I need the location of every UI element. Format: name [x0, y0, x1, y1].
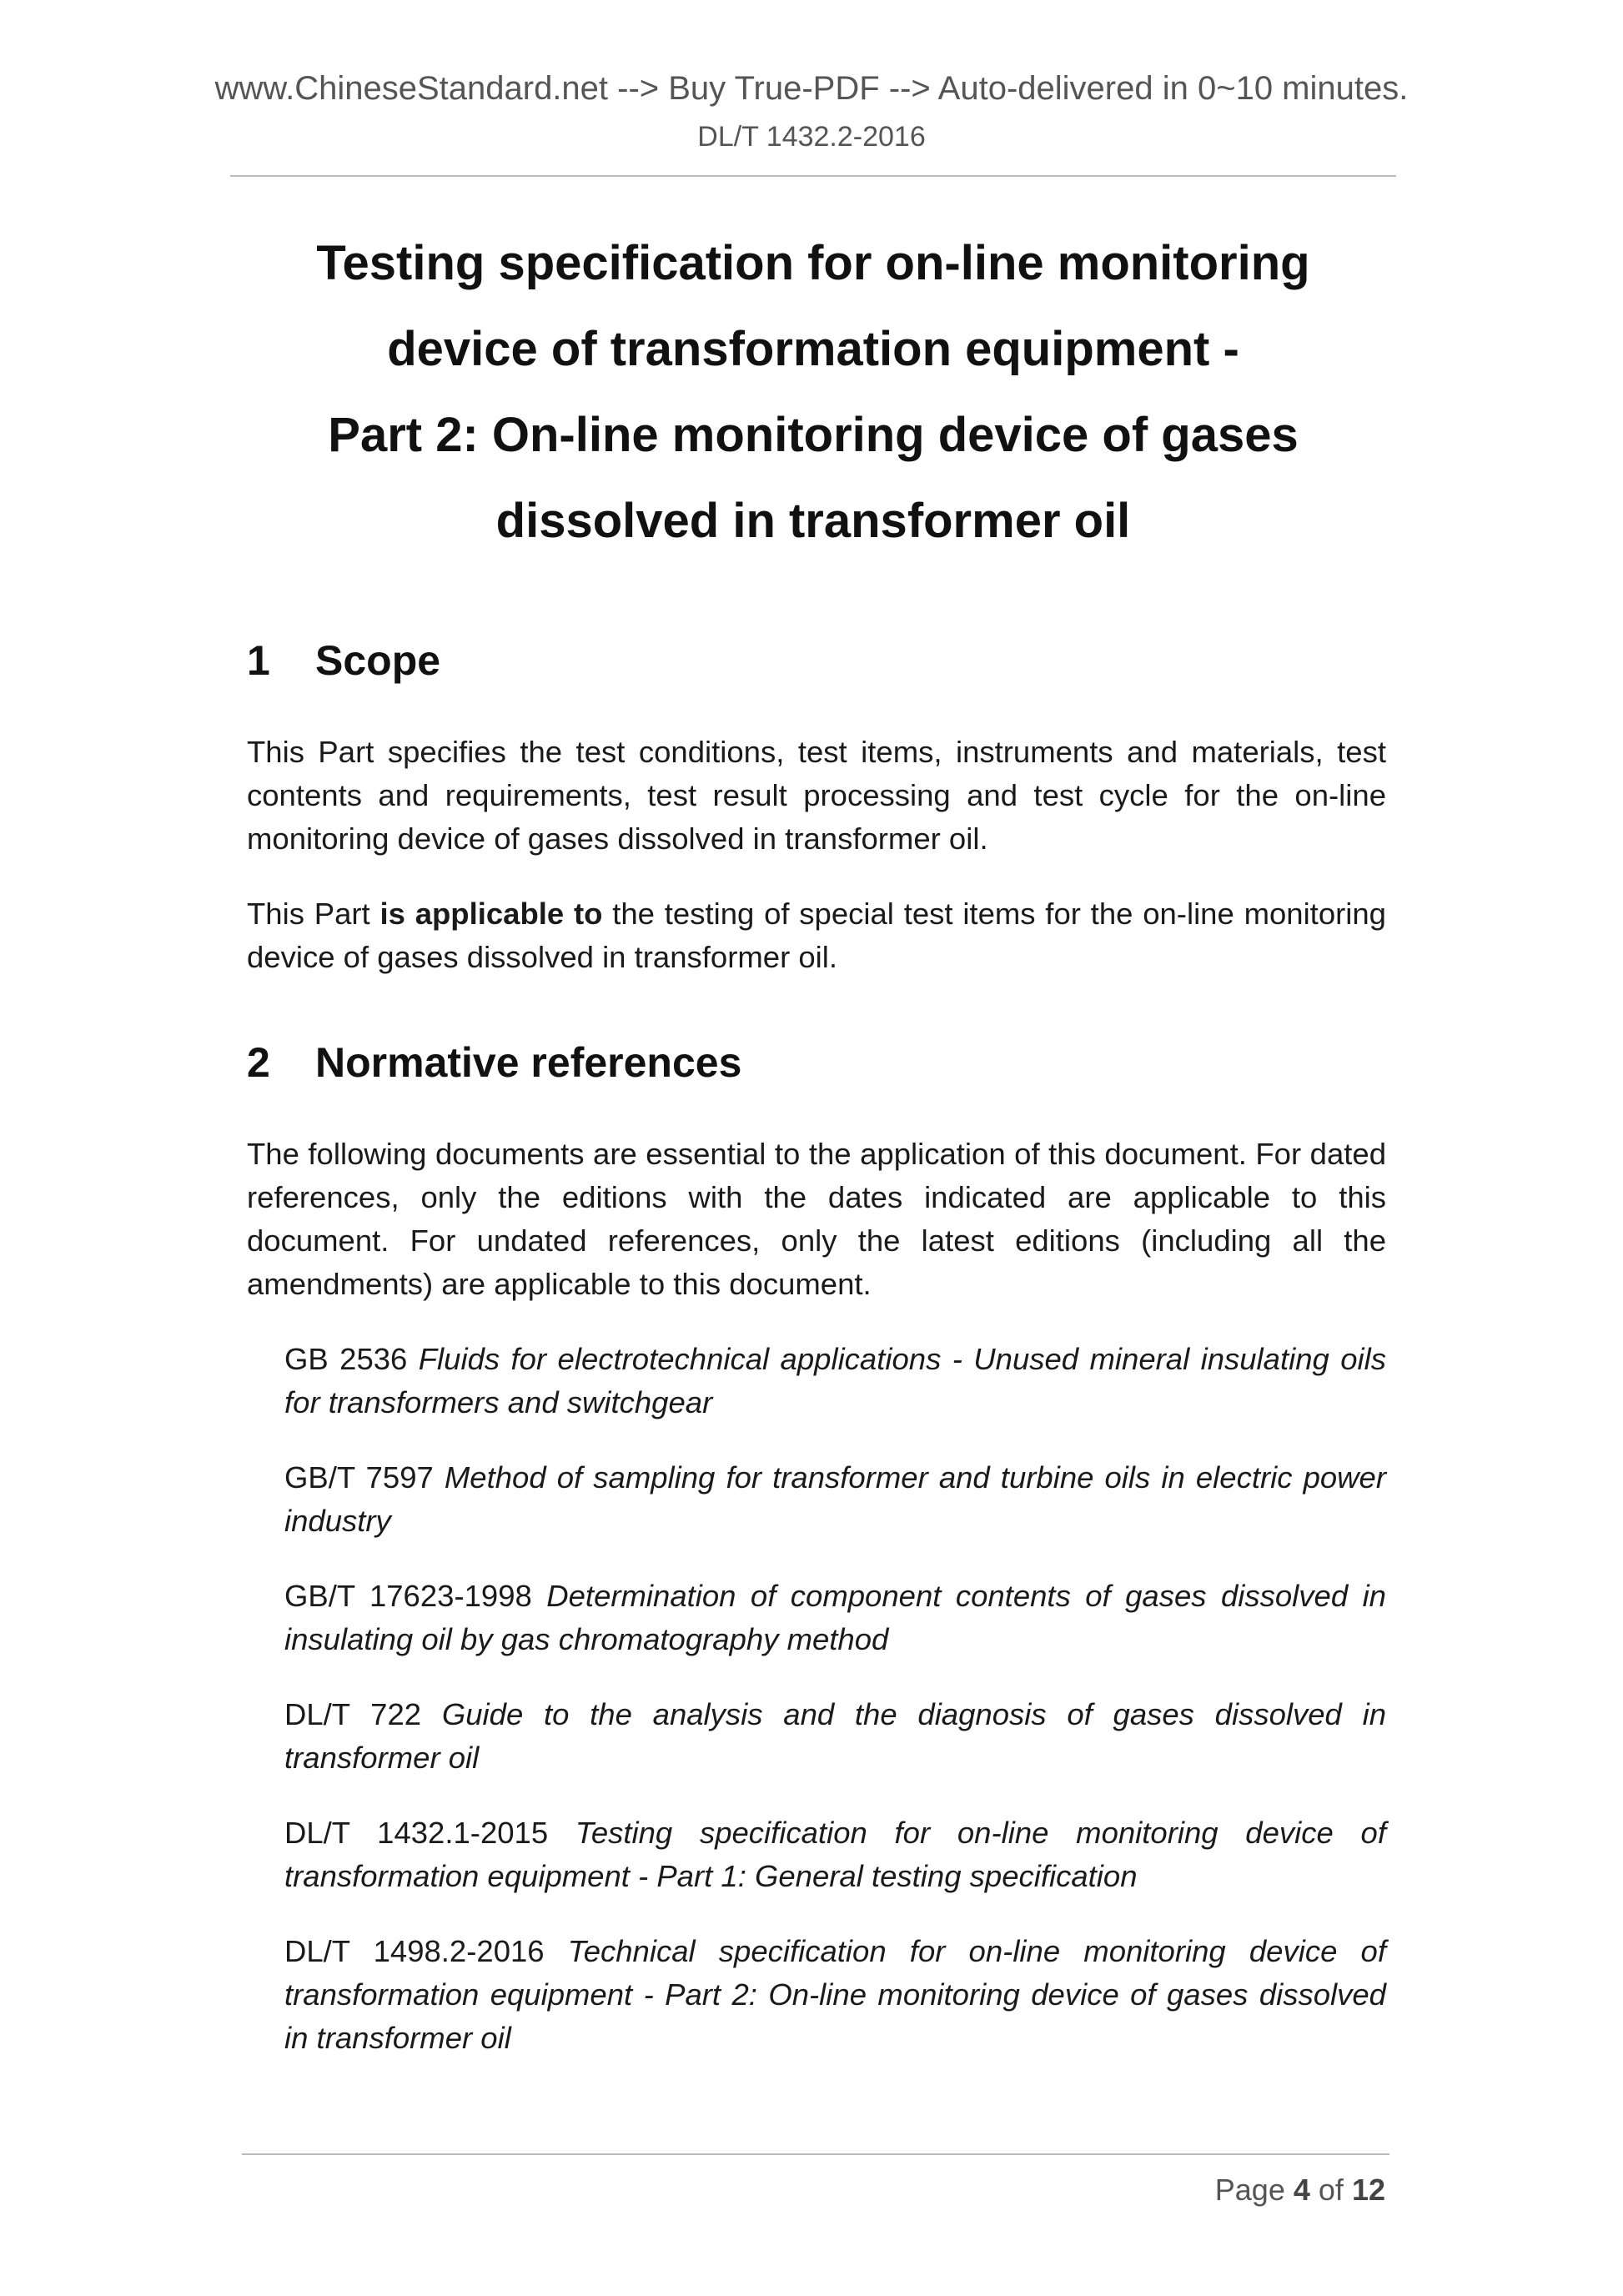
- section-title: Normative references: [315, 1039, 742, 1086]
- title-line: dissolved in transformer oil: [495, 494, 1131, 548]
- applicability-paragraph: [247, 892, 1386, 979]
- applicability-text-end: the testing of special test items for the on-line monitoring device of gases dissolved in transformer oil.: [247, 897, 1386, 974]
- reference-code: GB/T 7597: [284, 1460, 434, 1495]
- reference-item: [284, 1811, 1386, 1898]
- footer-divider: [242, 2153, 1389, 2155]
- page-label: Page: [1214, 2173, 1285, 2207]
- section-number: 1: [247, 637, 270, 684]
- section-heading-normative-references: [247, 1036, 1386, 1089]
- document-title: [230, 220, 1396, 564]
- reference-code: DL/T 722: [284, 1697, 422, 1731]
- page-of: of: [1318, 2173, 1344, 2207]
- page-number: [1215, 2170, 1385, 2210]
- reference-item: [284, 1693, 1386, 1780]
- reference-title: Fluids for electrotechnical applications - Unused mineral insulating oils for transformers and switchgear: [284, 1342, 1386, 1419]
- page-current: 4: [1293, 2173, 1310, 2207]
- reference-title: Method of sampling for transformer and turbine oils in electric power industry: [284, 1460, 1386, 1538]
- header-divider: [230, 175, 1396, 177]
- references-intro-paragraph: The following documents are essential to the application of this document. For dated references, only the editions with the dates indicated are applicable to this document. For undated references, only the latest editions (including all the amendments) are applicable to this document.: [247, 1137, 1386, 1301]
- header-banner: www.ChineseStandard.net --> Buy True-PDF --> Auto-delivered in 0~10 minutes.: [214, 70, 1409, 107]
- title-line: Testing specification for on-line monitoring: [316, 236, 1310, 290]
- title-line: Part 2: On-line monitoring device of gases: [328, 408, 1299, 462]
- title-line: device of transformation equipment -: [387, 322, 1239, 376]
- reference-code: DL/T 1498.2-2016: [284, 1934, 545, 1968]
- reference-item: [284, 1575, 1386, 1661]
- reference-code: GB/T 17623-1998: [284, 1579, 532, 1613]
- reference-item: [284, 1338, 1386, 1424]
- standard-code: DL/T 1432.2-2016: [697, 121, 926, 153]
- page-total: 12: [1351, 2173, 1385, 2207]
- section-heading-scope: [247, 634, 1386, 687]
- reference-code: DL/T 1432.1-2015: [284, 1816, 549, 1850]
- applicability-text-start: This Part: [247, 897, 380, 931]
- section-number: 2: [247, 1039, 270, 1086]
- reference-title: Determination of component contents of gases dissolved in insulating oil by gas chromatography method: [284, 1579, 1386, 1656]
- reference-title: Technical specification for on-line monitoring device of transformation equipment - Part 2: On-line monitoring device of gases dissolved in transformer oil: [284, 1934, 1386, 2055]
- reference-title: Guide to the analysis and the diagnosis of gases dissolved in transformer oil: [284, 1697, 1386, 1775]
- document-body: [247, 634, 1386, 2092]
- applicability-emphasis: is applicable to: [379, 897, 603, 931]
- scope-paragraph: This Part specifies the test conditions, test items, instruments and materials, test contents and requirements, test result processing and test cycle for the on-line monitoring device of gases dissolved in transformer oil.: [247, 735, 1386, 856]
- section-title: Scope: [315, 637, 441, 684]
- reference-item: [284, 1930, 1386, 2060]
- reference-list: [247, 1338, 1386, 2060]
- reference-title: Testing specification for on-line monitoring device of transformation equipment - Part 1: General testing specification: [284, 1816, 1386, 1893]
- reference-item: [284, 1456, 1386, 1543]
- reference-code: GB 2536: [284, 1342, 408, 1376]
